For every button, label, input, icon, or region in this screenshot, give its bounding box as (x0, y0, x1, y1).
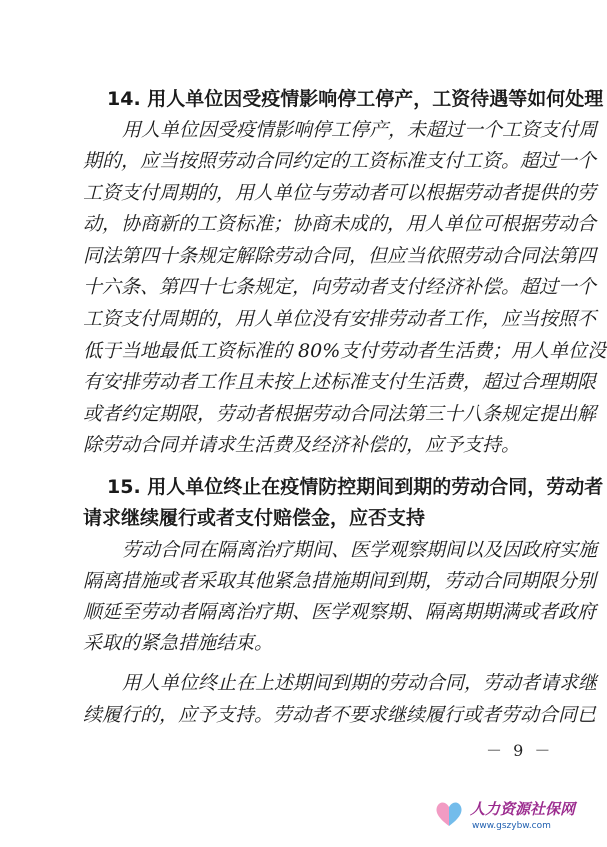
section-14-heading: 14. 用人单位因受疫情影响停工停产，工资待遇等如何处理 (107, 88, 604, 110)
section-14-line-7: 工资支付周期的，用人单位没有安排劳动者工作，应当按照不 (83, 308, 597, 330)
section-15-p2-line-2: 续履行的，应予支持。劳动者不要求继续履行或者劳动合同已 (83, 704, 597, 726)
section-14-line-3: 工资支付周期的，用人单位与劳动者可以根据劳动者提供的劳 (83, 182, 597, 204)
section-15-p1-line-1: 劳动合同在隔离治疗期间、医学观察期间以及因政府实施 (122, 539, 598, 561)
heart-logo-icon (432, 796, 466, 830)
section-14-line-5: 同法第四十条规定解除劳动合同，但应当依照劳动合同法第四 (83, 245, 597, 267)
section-15-p1-line-4: 采取的紧急措施结束。 (83, 632, 274, 654)
watermark-url: www.gszybw.com (472, 821, 551, 831)
section-14-line-1: 用人单位因受疫情影响停工停产，未超过一个工资支付周 (122, 119, 598, 141)
page-number: － 9 － (486, 741, 554, 760)
site-watermark (432, 796, 604, 838)
watermark-title: 人力资源社保网 (470, 800, 576, 818)
section-14-line-2: 期的，应当按照劳动合同约定的工资标准支付工资。超过一个 (83, 150, 597, 172)
section-15-p1-line-2: 隔离措施或者采取其他紧急措施期间到期，劳动合同期限分别 (83, 570, 597, 592)
section-14-line-4: 动，协商新的工资标准；协商未成的，用人单位可根据劳动合 (83, 213, 597, 235)
section-15-heading-line-2: 请求继续履行或者支付赔偿金，应否支持 (83, 507, 426, 529)
section-14-line-10: 或者约定期限，劳动者根据劳动合同法第三十八条规定提出解 (83, 403, 597, 425)
section-14-line-9: 有安排劳动者工作且未按上述标准支付生活费，超过合理期限 (83, 371, 597, 393)
section-14-line-6: 十六条、第四十七条规定，向劳动者支付经济补偿。超过一个 (83, 276, 597, 298)
section-14-line-11: 除劳动合同并请求生活费及经济补偿的，应予支持。 (83, 434, 521, 456)
section-14-line-8: 低于当地最低工资标准的 80%支付劳动者生活费；用人单位没 (83, 340, 607, 362)
section-15-heading-line-1: 15. 用人单位终止在疫情防控期间到期的劳动合同，劳动者 (107, 476, 604, 498)
section-15-p1-line-3: 顺延至劳动者隔离治疗期、医学观察期、隔离期期满或者政府 (83, 601, 597, 623)
section-15-p2-line-1: 用人单位终止在上述期间到期的劳动合同，劳动者请求继 (122, 672, 598, 694)
